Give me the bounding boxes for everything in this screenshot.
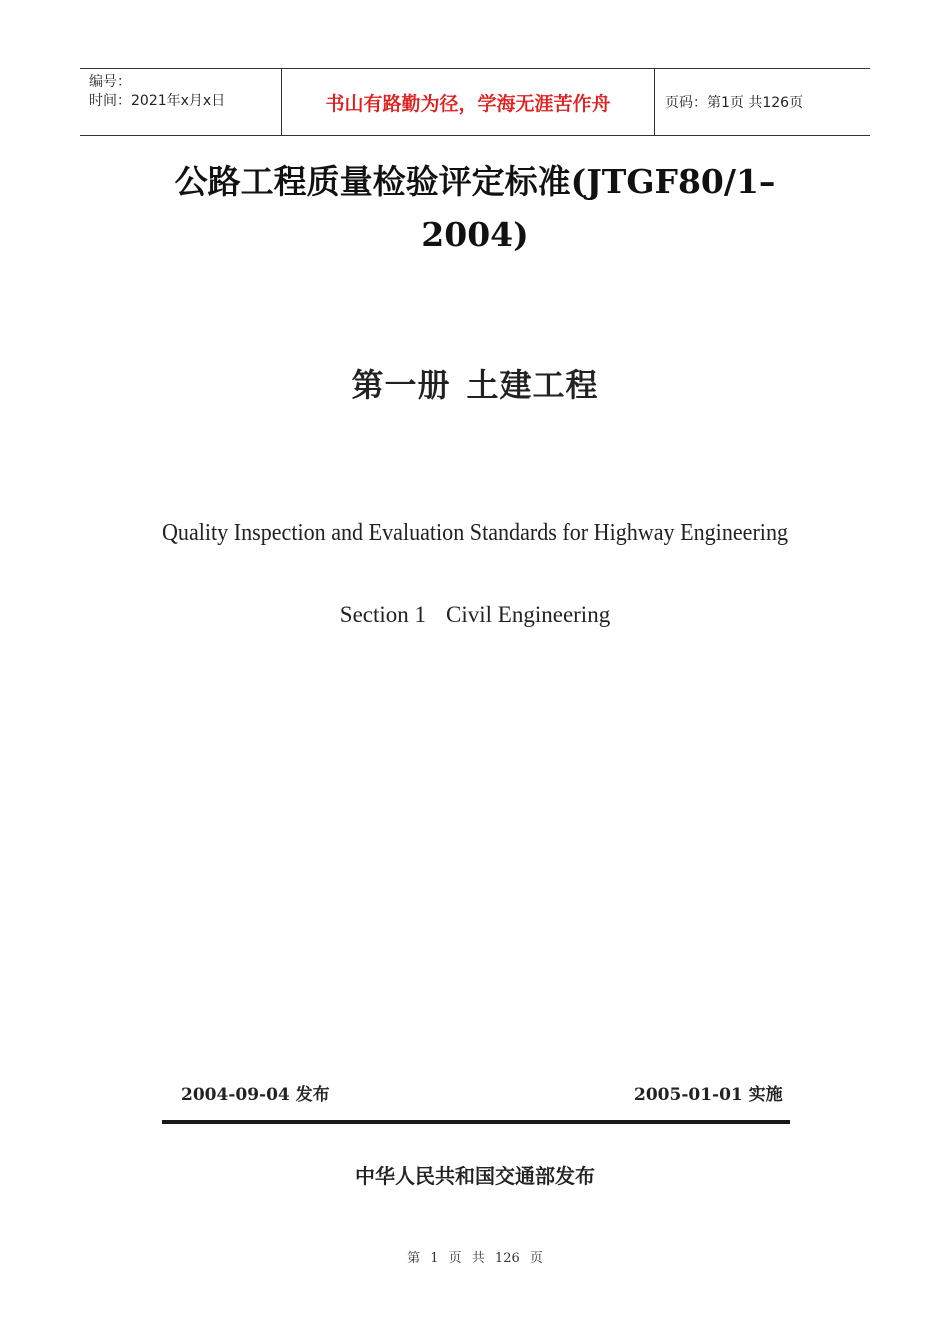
header-page-cell — [655, 69, 870, 135]
issue-date: 2004-09-04 发布 — [181, 1085, 330, 1105]
english-title: Quality Inspection and Evaluation Standards for Highway Engineering — [161, 520, 789, 546]
title-line-1: 公路工程质量检验评定标准(JTGF80/1– — [174, 162, 776, 201]
publisher: 中华人民共和国交通部发布 — [355, 1164, 595, 1188]
volume-subtitle — [0, 360, 950, 406]
header-meta-cell — [80, 69, 282, 135]
document-title — [100, 155, 850, 261]
header-table — [80, 68, 870, 136]
section-label: Section 1 — [339, 602, 427, 627]
volume-name: 土建工程 — [466, 366, 599, 404]
header-motto-cell — [282, 69, 655, 135]
english-section — [0, 602, 950, 628]
volume-number: 第一册 — [351, 366, 451, 404]
time-label: 时间：2021年x月x日 — [89, 93, 226, 109]
title-line-2: 2004) — [421, 215, 529, 254]
page-footer: 第 1 页 共 126 页 — [407, 1251, 543, 1266]
page-info: 页码：第1页 共126页 — [665, 95, 804, 111]
number-label: 编号： — [89, 74, 131, 90]
implementation-date: 2005-01-01 实施 — [634, 1085, 783, 1105]
divider-rule — [162, 1120, 790, 1124]
section-name: Civil Engineering — [446, 602, 611, 627]
motto-text: 书山有路勤为径，学海无涯苦作舟 — [325, 92, 611, 115]
